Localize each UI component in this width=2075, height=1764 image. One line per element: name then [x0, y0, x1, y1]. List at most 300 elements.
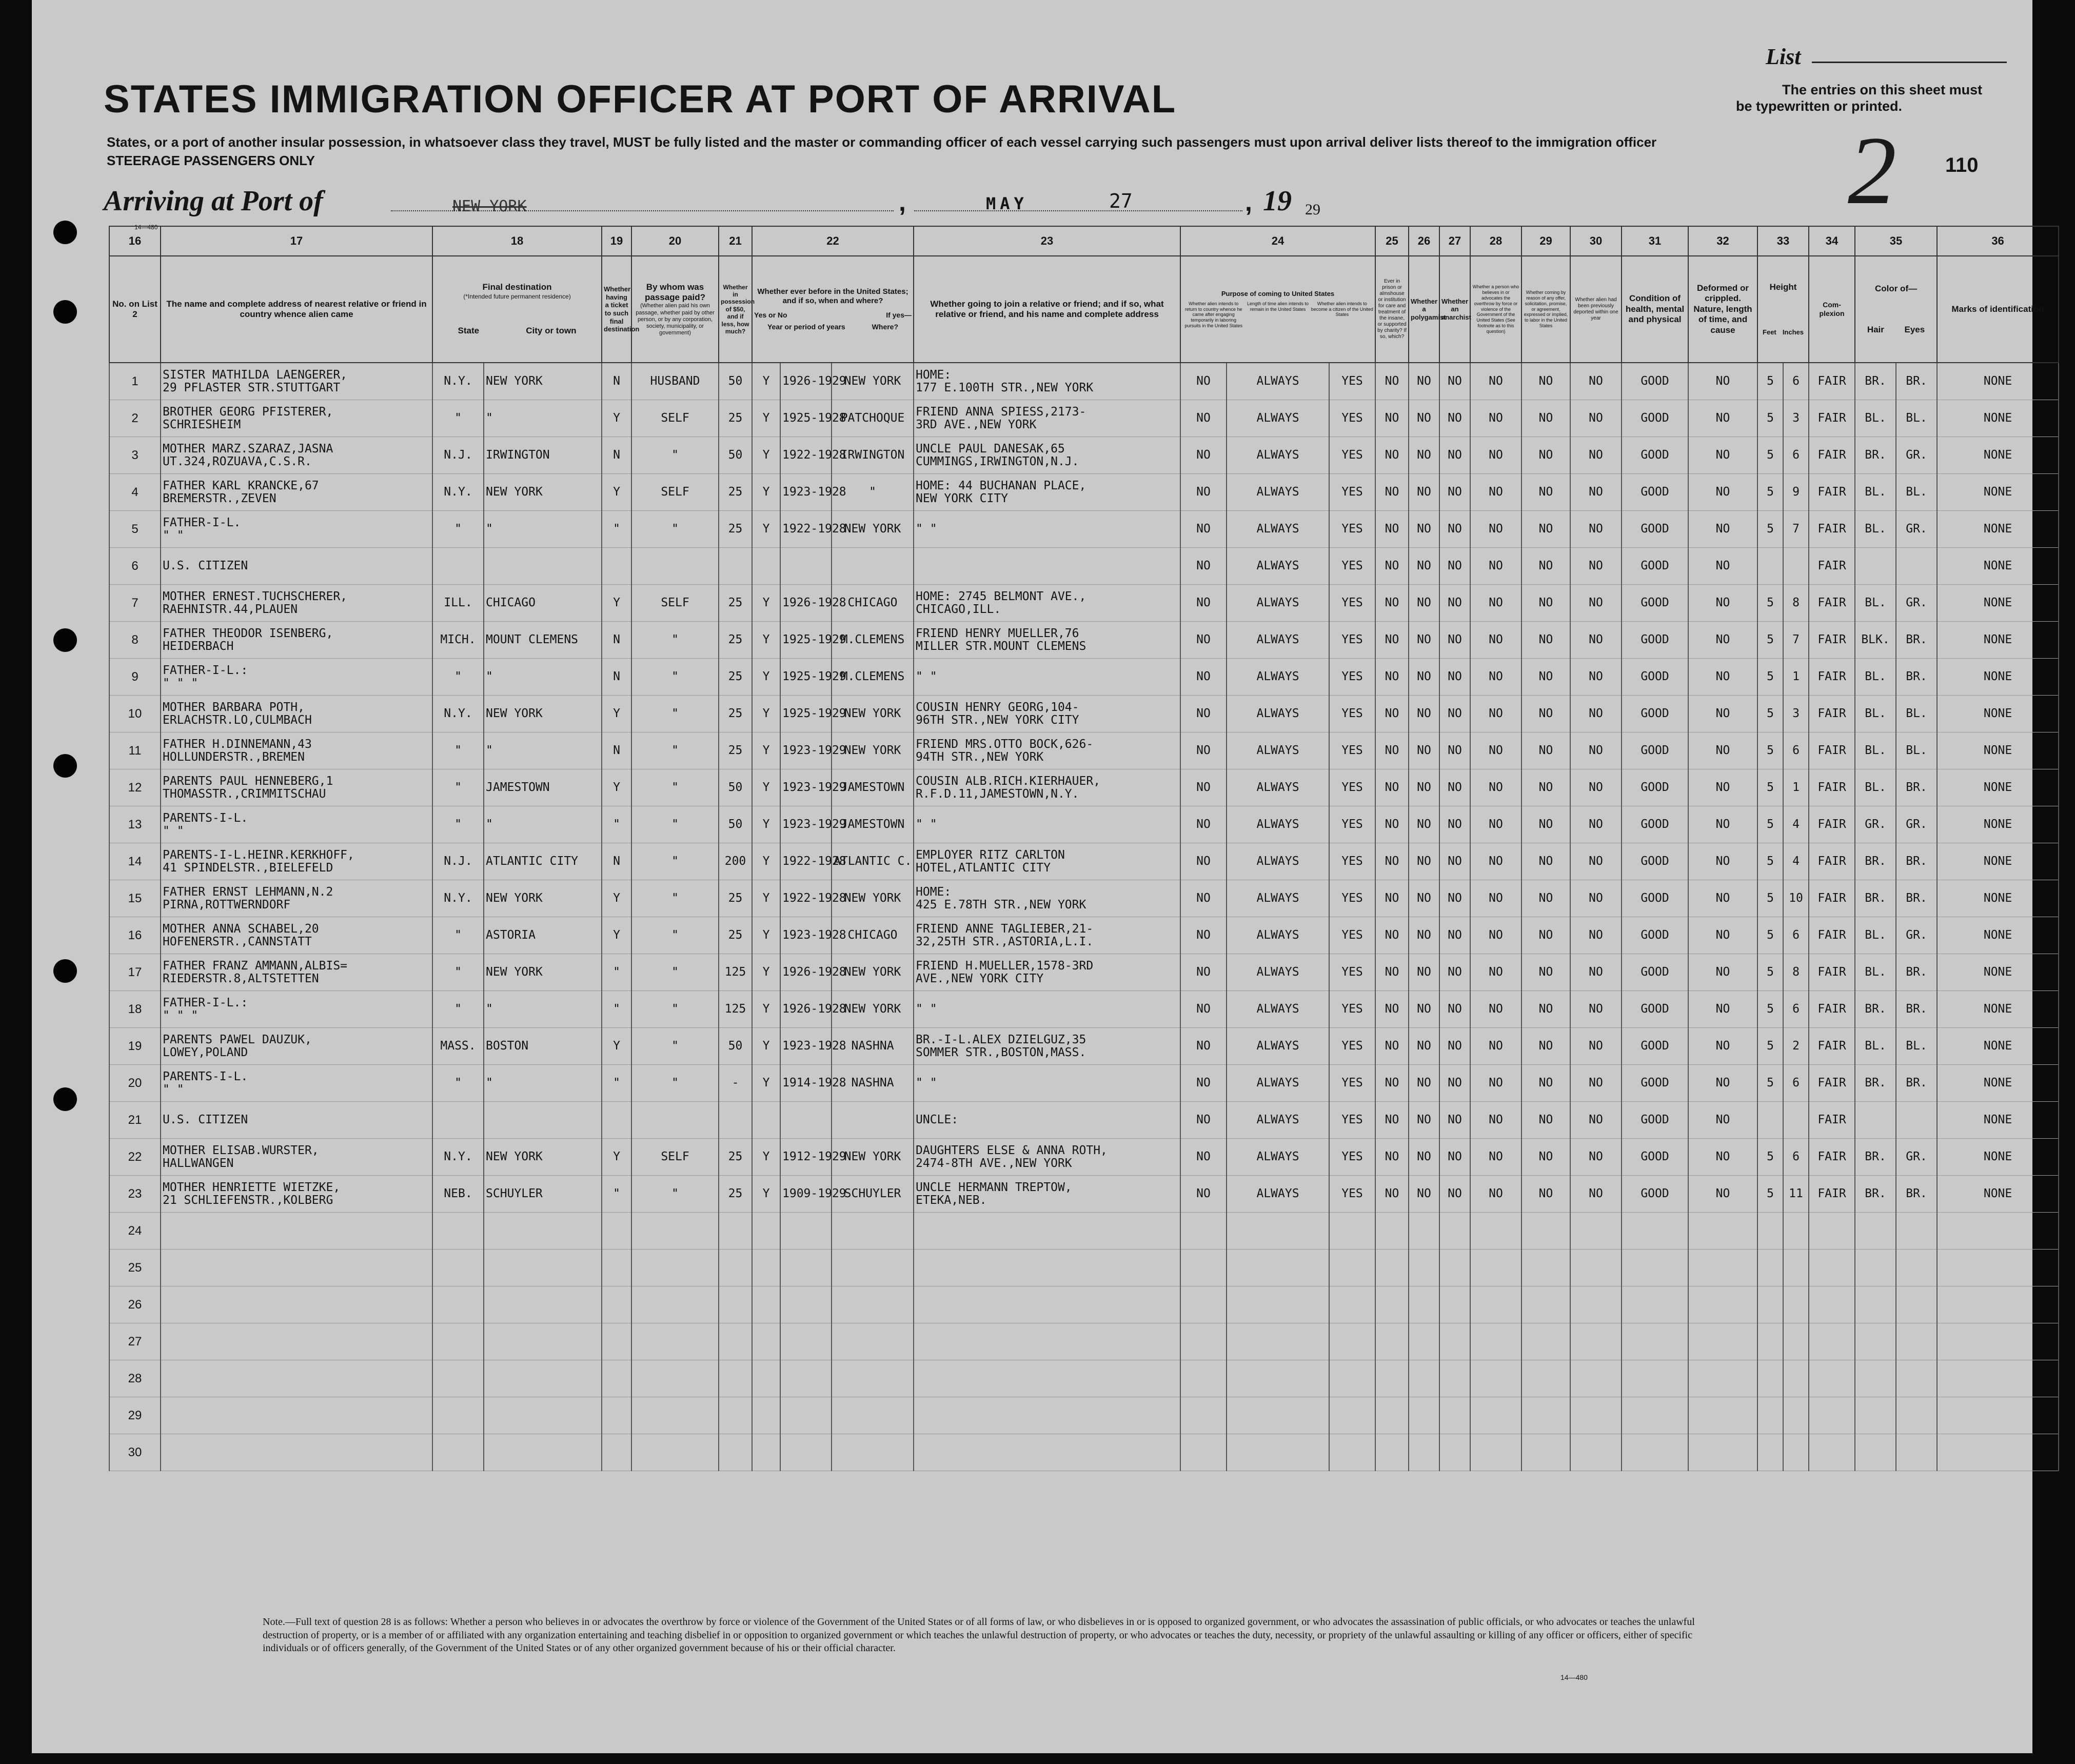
- relative-address: [161, 1176, 432, 1213]
- cell-state: [432, 1323, 484, 1360]
- row-number: 14: [109, 843, 161, 880]
- row-number: 18: [109, 991, 161, 1028]
- cell-paid: [631, 1213, 719, 1250]
- year-suffix: 29: [1305, 201, 1320, 218]
- cell-ret: NO: [1180, 585, 1227, 622]
- relative-address: [161, 769, 432, 806]
- header-height: Height Feet Inches: [1757, 256, 1809, 363]
- col-num: 30: [1570, 226, 1622, 256]
- cell-q25: NO: [1375, 511, 1409, 548]
- cell-q28: NO: [1470, 991, 1521, 1028]
- cell-before: Y: [752, 696, 780, 732]
- row-number: 4: [109, 474, 161, 511]
- cell-cit: YES: [1329, 585, 1375, 622]
- joining-relative: [914, 1434, 1180, 1471]
- cell-inches: 4: [1783, 806, 1809, 843]
- cell-deformed: NO: [1688, 1176, 1757, 1213]
- joining-relative-line: COUSIN HENRY GEORG,104-: [916, 701, 1079, 715]
- cell-marks: [1937, 1286, 2059, 1323]
- year-prefix: 19: [1263, 185, 1292, 217]
- cell-q28: [1470, 1397, 1521, 1434]
- cell-health: GOOD: [1622, 991, 1688, 1028]
- cell-paid: ": [631, 843, 719, 880]
- joining-relative-line: 96TH STR.,NEW YORK CITY: [916, 713, 1079, 727]
- cell-complexion: FAIR: [1809, 1176, 1855, 1213]
- cell-cit: YES: [1329, 659, 1375, 696]
- cell-deformed: NO: [1688, 991, 1757, 1028]
- cell-eyes: GR.: [1896, 806, 1937, 843]
- relative-address: [161, 1139, 432, 1176]
- cell-deformed: NO: [1688, 1139, 1757, 1176]
- relative-address: [161, 1434, 432, 1471]
- cell-paid: ": [631, 1028, 719, 1065]
- relative-address-line: FATHER FRANZ AMMANN,ALBIS=: [163, 959, 348, 973]
- cell-hair: [1855, 1213, 1896, 1250]
- header-joining-relative: Whether going to join a relative or friend; and if so, what relative or friend, and his name and complete address: [914, 256, 1180, 363]
- cell-ret: NO: [1180, 437, 1227, 474]
- table-row: [109, 548, 2059, 585]
- table-row: [109, 363, 2059, 400]
- cell-eyes: BR.: [1896, 769, 1937, 806]
- row-number: 3: [109, 437, 161, 474]
- cell-money: [719, 1213, 752, 1250]
- cell-marks: NONE: [1937, 1176, 2059, 1213]
- relative-address-line: MOTHER ANNA SCHABEL,20: [163, 922, 319, 936]
- cell-q25: [1375, 1323, 1409, 1360]
- cell-q27: NO: [1439, 1176, 1470, 1213]
- cell-inches: 8: [1783, 954, 1809, 991]
- cell-eyes: GR.: [1896, 585, 1937, 622]
- cell-before: Y: [752, 732, 780, 769]
- cell-paid: ": [631, 806, 719, 843]
- list-rule: [1812, 62, 2007, 63]
- cell-hair: BR.: [1855, 880, 1896, 917]
- cell-before: Y: [752, 400, 780, 437]
- cell-q29: NO: [1521, 659, 1570, 696]
- cell-ret: NO: [1180, 622, 1227, 659]
- cell-marks: NONE: [1937, 954, 2059, 991]
- row-number: 29: [109, 1397, 161, 1434]
- cell-q30: NO: [1570, 696, 1622, 732]
- cell-q26: [1409, 1434, 1439, 1471]
- cell-q27: NO: [1439, 622, 1470, 659]
- cell-feet: 5: [1757, 511, 1783, 548]
- cell-years: 1922-1928: [780, 880, 832, 917]
- row-number: 25: [109, 1250, 161, 1286]
- cell-q29: NO: [1521, 1028, 1570, 1065]
- cell-feet: 5: [1757, 585, 1783, 622]
- cell-q27: NO: [1439, 954, 1470, 991]
- joining-relative-line: 3RD AVE.,NEW YORK: [916, 418, 1037, 431]
- cell-city: ": [484, 806, 602, 843]
- cell-years: 1922-1928: [780, 511, 832, 548]
- cell-ret: [1180, 1323, 1227, 1360]
- cell-ret: [1180, 1434, 1227, 1471]
- joining-relative: [914, 511, 1180, 548]
- cell-q30: NO: [1570, 1176, 1622, 1213]
- table-row: [109, 954, 2059, 991]
- cell-len: [1227, 1434, 1329, 1471]
- joining-relative-line: EMPLOYER RITZ CARLTON: [916, 848, 1065, 862]
- cell-q27: NO: [1439, 1139, 1470, 1176]
- cell-money: 50: [719, 363, 752, 400]
- arrival-day: 27: [1109, 190, 1133, 212]
- cell-q29: NO: [1521, 1065, 1570, 1102]
- table-row: [109, 1065, 2059, 1102]
- cell-health: GOOD: [1622, 1102, 1688, 1139]
- cell-before: [752, 1250, 780, 1286]
- cell-len: ALWAYS: [1227, 548, 1329, 585]
- cell-q25: [1375, 1434, 1409, 1471]
- binder-hole: [53, 1087, 77, 1111]
- cell-q26: NO: [1409, 659, 1439, 696]
- cell-complexion: FAIR: [1809, 585, 1855, 622]
- cell-money: 25: [719, 659, 752, 696]
- row-number: 28: [109, 1360, 161, 1397]
- cell-len: [1227, 1323, 1329, 1360]
- cell-city: [484, 1434, 602, 1471]
- cell-complexion: FAIR: [1809, 880, 1855, 917]
- cell-ret: NO: [1180, 400, 1227, 437]
- cell-years: [780, 1213, 832, 1250]
- cell-cit: YES: [1329, 843, 1375, 880]
- column-header-row: [109, 256, 2059, 363]
- table-row: [109, 585, 2059, 622]
- cell-marks: NONE: [1937, 991, 2059, 1028]
- cell-before: Y: [752, 880, 780, 917]
- cell-deformed: [1688, 1434, 1757, 1471]
- cell-years: 1923-1929: [780, 769, 832, 806]
- cell-inches: 6: [1783, 1065, 1809, 1102]
- header-labor-offer: Whether coming by reason of any offer, solicitation, promise, or agreement, expressed or implied, to labor in the United States: [1521, 256, 1570, 363]
- relative-address-line: MOTHER BARBARA POTH,: [163, 701, 305, 715]
- header-money: Whether in possession of $50, and if less, how much?: [719, 256, 752, 363]
- cell-city: ASTORIA: [484, 917, 602, 954]
- cell-city: [484, 1323, 602, 1360]
- cell-q27: NO: [1439, 769, 1470, 806]
- cell-paid: SELF: [631, 1139, 719, 1176]
- cell-where: NEW YORK: [832, 1139, 914, 1176]
- cell-state: [432, 1397, 484, 1434]
- cell-cit: YES: [1329, 548, 1375, 585]
- footnote: Note.—Full text of question 28 is as follows: Whether a person who believes in or advocates the overthrow by force or violence of the Government of the United States or of all forms of law, or who disbelieves in or is opposed to organized government, or who advocates the assassination of public officials, or who advocates or teaches the unlawful destruction of property, or is a member of or affiliated with any organization entertaining and teaching disbelief in or opposition to organized government or which teaches the unlawful destruction of property, or who advocates or teaches the duty, necessity, or propriety of the unlawful assaulting or killing of any officer or officers, either of specific individuals or of officers generally, of the Government of the United States or of any other organized government because of his or their official character.: [263, 1616, 1695, 1654]
- cell-state: N.J.: [432, 843, 484, 880]
- cell-ret: [1180, 1213, 1227, 1250]
- cell-complexion: [1809, 1434, 1855, 1471]
- cell-q29: NO: [1521, 732, 1570, 769]
- col-num: 26: [1409, 226, 1439, 256]
- cell-q25: NO: [1375, 585, 1409, 622]
- cell-complexion: [1809, 1213, 1855, 1250]
- cell-paid: ": [631, 622, 719, 659]
- form-code-bottom: 14—480: [1560, 1673, 1588, 1681]
- cell-q26: NO: [1409, 769, 1439, 806]
- cell-where: JAMESTOWN: [832, 769, 914, 806]
- cell-q29: NO: [1521, 843, 1570, 880]
- header-polygamist: Whether a polygamist: [1409, 256, 1439, 363]
- cell-where: NEW YORK: [832, 880, 914, 917]
- cell-before: [752, 1286, 780, 1323]
- cell-q27: [1439, 1250, 1470, 1286]
- cell-cit: YES: [1329, 1176, 1375, 1213]
- cell-years: 1926-1929: [780, 363, 832, 400]
- cell-hair: BL.: [1855, 1028, 1896, 1065]
- cell-deformed: [1688, 1213, 1757, 1250]
- cell-paid: SELF: [631, 585, 719, 622]
- cell-hair: [1855, 1286, 1896, 1323]
- cell-eyes: [1896, 1213, 1937, 1250]
- cell-q26: [1409, 1213, 1439, 1250]
- cell-state: ": [432, 511, 484, 548]
- cell-deformed: NO: [1688, 585, 1757, 622]
- cell-q29: [1521, 1434, 1570, 1471]
- cell-state: [432, 1250, 484, 1286]
- cell-deformed: NO: [1688, 659, 1757, 696]
- cell-complexion: FAIR: [1809, 1102, 1855, 1139]
- cell-feet: 5: [1757, 437, 1783, 474]
- cell-where: NASHNA: [832, 1028, 914, 1065]
- cell-hair: BLK.: [1855, 622, 1896, 659]
- row-number: 13: [109, 806, 161, 843]
- cell-len: [1227, 1397, 1329, 1434]
- cell-ticket: ": [602, 511, 631, 548]
- cell-city: ": [484, 1065, 602, 1102]
- cell-where: [832, 1397, 914, 1434]
- cell-marks: NONE: [1937, 696, 2059, 732]
- list-label: List: [1766, 44, 1801, 69]
- cell-city: MOUNT CLEMENS: [484, 622, 602, 659]
- cell-marks: [1937, 1213, 2059, 1250]
- table-row: [109, 400, 2059, 437]
- relative-address-line: BROTHER GEORG PFISTERER,: [163, 405, 333, 419]
- cell-cit: YES: [1329, 622, 1375, 659]
- cell-where: CHICAGO: [832, 917, 914, 954]
- cell-state: [432, 548, 484, 585]
- cell-cit: [1329, 1323, 1375, 1360]
- cell-q27: NO: [1439, 880, 1470, 917]
- joining-relative: [914, 1176, 1180, 1213]
- cell-where: NEW YORK: [832, 696, 914, 732]
- cell-paid: ": [631, 732, 719, 769]
- cell-health: GOOD: [1622, 585, 1688, 622]
- cell-years: [780, 548, 832, 585]
- cell-where: [832, 1360, 914, 1397]
- cell-before: Y: [752, 622, 780, 659]
- cell-q30: NO: [1570, 400, 1622, 437]
- cell-marks: [1937, 1434, 2059, 1471]
- cell-ticket: ": [602, 806, 631, 843]
- cell-paid: ": [631, 1176, 719, 1213]
- cell-where: PATCHOQUE: [832, 400, 914, 437]
- cell-years: 1926-1928: [780, 991, 832, 1028]
- cell-money: [719, 1360, 752, 1397]
- col-num: 18: [432, 226, 602, 256]
- cell-ret: NO: [1180, 474, 1227, 511]
- cell-q29: NO: [1521, 991, 1570, 1028]
- cell-q28: [1470, 1323, 1521, 1360]
- cell-cit: YES: [1329, 400, 1375, 437]
- cell-q28: NO: [1470, 769, 1521, 806]
- cell-q26: NO: [1409, 806, 1439, 843]
- cell-q26: NO: [1409, 917, 1439, 954]
- row-number: 2: [109, 400, 161, 437]
- joining-relative-line: FRIEND MRS.OTTO BOCK,626-: [916, 738, 1094, 751]
- cell-inches: 6: [1783, 732, 1809, 769]
- cell-inches: [1783, 1213, 1809, 1250]
- cell-q28: NO: [1470, 1176, 1521, 1213]
- cell-eyes: BL.: [1896, 474, 1937, 511]
- relative-address-line: LOWEY,POLAND: [163, 1045, 248, 1059]
- row-number: 27: [109, 1323, 161, 1360]
- joining-relative: [914, 1213, 1180, 1250]
- cell-q25: NO: [1375, 732, 1409, 769]
- cell-health: GOOD: [1622, 363, 1688, 400]
- cell-len: ALWAYS: [1227, 732, 1329, 769]
- table-row: [109, 769, 2059, 806]
- joining-relative: [914, 437, 1180, 474]
- cell-q29: NO: [1521, 1139, 1570, 1176]
- cell-complexion: [1809, 1360, 1855, 1397]
- table-row: [109, 474, 2059, 511]
- cell-city: [484, 1250, 602, 1286]
- cell-state: ": [432, 659, 484, 696]
- cell-money: 25: [719, 474, 752, 511]
- cell-q26: NO: [1409, 991, 1439, 1028]
- cell-marks: NONE: [1937, 1102, 2059, 1139]
- table-row: [109, 1286, 2059, 1323]
- relative-address: [161, 1250, 432, 1286]
- cell-complexion: FAIR: [1809, 991, 1855, 1028]
- cell-before: Y: [752, 437, 780, 474]
- joining-relative: [914, 1065, 1180, 1102]
- joining-relative: [914, 991, 1180, 1028]
- cell-ret: NO: [1180, 991, 1227, 1028]
- cell-q25: NO: [1375, 1102, 1409, 1139]
- cell-health: [1622, 1434, 1688, 1471]
- cell-q25: NO: [1375, 1176, 1409, 1213]
- cell-where: M.CLEMENS: [832, 622, 914, 659]
- col-num: 22: [752, 226, 914, 256]
- cell-years: 1925-1928: [780, 400, 832, 437]
- joining-relative-line: FRIEND ANNE TAGLIEBER,21-: [916, 922, 1094, 936]
- cell-hair: BR.: [1855, 991, 1896, 1028]
- joining-relative-line: " ": [916, 1002, 937, 1016]
- cell-money: 50: [719, 806, 752, 843]
- cell-ticket: Y: [602, 400, 631, 437]
- cell-q25: NO: [1375, 954, 1409, 991]
- header-color: Color of— Hair Eyes: [1855, 256, 1937, 363]
- cell-q25: NO: [1375, 437, 1409, 474]
- cell-ret: NO: [1180, 917, 1227, 954]
- cell-inches: 3: [1783, 696, 1809, 732]
- cell-city: SCHUYLER: [484, 1176, 602, 1213]
- cell-q28: NO: [1470, 363, 1521, 400]
- cell-q28: NO: [1470, 585, 1521, 622]
- cell-len: [1227, 1286, 1329, 1323]
- cell-ret: [1180, 1286, 1227, 1323]
- cell-years: 1914-1928: [780, 1065, 832, 1102]
- intro-text: States, or a port of another insular possession, in whatsoever class they travel, MUST be fully listed and the master or commanding officer of each vessel carrying such passengers must upon arrival deliver lists thereof to the immigration officer: [107, 134, 1657, 150]
- cell-marks: NONE: [1937, 437, 2059, 474]
- cell-deformed: NO: [1688, 511, 1757, 548]
- cell-complexion: FAIR: [1809, 696, 1855, 732]
- header-purpose: Purpose of coming to United States Whether alien intends to return to country whence he came after engaging temporarily in laboring pursuits in the United States Length of time alien intends to remain in the United States Whether alien intends to become a citizen of the United States: [1180, 256, 1375, 363]
- table-row: [109, 1102, 2059, 1139]
- cell-ticket: N: [602, 732, 631, 769]
- cell-money: 25: [719, 1176, 752, 1213]
- cell-complexion: FAIR: [1809, 843, 1855, 880]
- cell-q28: NO: [1470, 1065, 1521, 1102]
- cell-eyes: GR.: [1896, 1139, 1937, 1176]
- relative-address-line: FATHER-I-L.:: [163, 996, 248, 1010]
- cell-paid: ": [631, 511, 719, 548]
- table-row: [109, 1434, 2059, 1471]
- cell-q30: NO: [1570, 917, 1622, 954]
- cell-state: ILL.: [432, 585, 484, 622]
- cell-health: GOOD: [1622, 732, 1688, 769]
- cell-where: ATLANTIC C.: [832, 843, 914, 880]
- cell-health: GOOD: [1622, 1139, 1688, 1176]
- cell-feet: [1757, 1213, 1783, 1250]
- cell-ticket: Y: [602, 474, 631, 511]
- cell-state: ": [432, 769, 484, 806]
- comma-sep: ,: [1245, 188, 1252, 216]
- cell-eyes: BL.: [1896, 696, 1937, 732]
- cell-inches: 8: [1783, 585, 1809, 622]
- cell-ret: NO: [1180, 511, 1227, 548]
- header-passage-paid: By whom was passage paid? (Whether alien paid his own passage, whether paid by other person, or by any corporation, society, municipality, or government): [631, 256, 719, 363]
- cell-cit: YES: [1329, 991, 1375, 1028]
- cell-where: [832, 1434, 914, 1471]
- cell-q30: [1570, 1323, 1622, 1360]
- cell-years: [780, 1397, 832, 1434]
- cell-q30: NO: [1570, 880, 1622, 917]
- cell-years: [780, 1102, 832, 1139]
- cell-deformed: NO: [1688, 1102, 1757, 1139]
- relative-address: [161, 954, 432, 991]
- col-num: 27: [1439, 226, 1470, 256]
- cell-city: [484, 1397, 602, 1434]
- cell-len: ALWAYS: [1227, 585, 1329, 622]
- cell-len: ALWAYS: [1227, 1028, 1329, 1065]
- cell-paid: [631, 548, 719, 585]
- cell-ticket: Y: [602, 917, 631, 954]
- cell-feet: [1757, 1250, 1783, 1286]
- cell-ret: NO: [1180, 1065, 1227, 1102]
- cell-inches: 6: [1783, 363, 1809, 400]
- cell-marks: NONE: [1937, 363, 2059, 400]
- relative-address-line: MOTHER HENRIETTE WIETZKE,: [163, 1181, 341, 1195]
- cell-q30: [1570, 1434, 1622, 1471]
- relative-address: [161, 991, 432, 1028]
- cell-health: GOOD: [1622, 400, 1688, 437]
- col-num: 34: [1809, 226, 1855, 256]
- cell-paid: [631, 1360, 719, 1397]
- cell-city: BOSTON: [484, 1028, 602, 1065]
- cell-q28: NO: [1470, 1139, 1521, 1176]
- cell-q28: NO: [1470, 917, 1521, 954]
- table-row: [109, 991, 2059, 1028]
- joining-relative: [914, 806, 1180, 843]
- cell-q30: NO: [1570, 363, 1622, 400]
- cell-money: 25: [719, 880, 752, 917]
- cell-hair: BL.: [1855, 696, 1896, 732]
- cell-q26: NO: [1409, 474, 1439, 511]
- cell-inches: [1783, 1323, 1809, 1360]
- cell-ticket: N: [602, 843, 631, 880]
- cell-hair: GR.: [1855, 806, 1896, 843]
- cell-ticket: ": [602, 991, 631, 1028]
